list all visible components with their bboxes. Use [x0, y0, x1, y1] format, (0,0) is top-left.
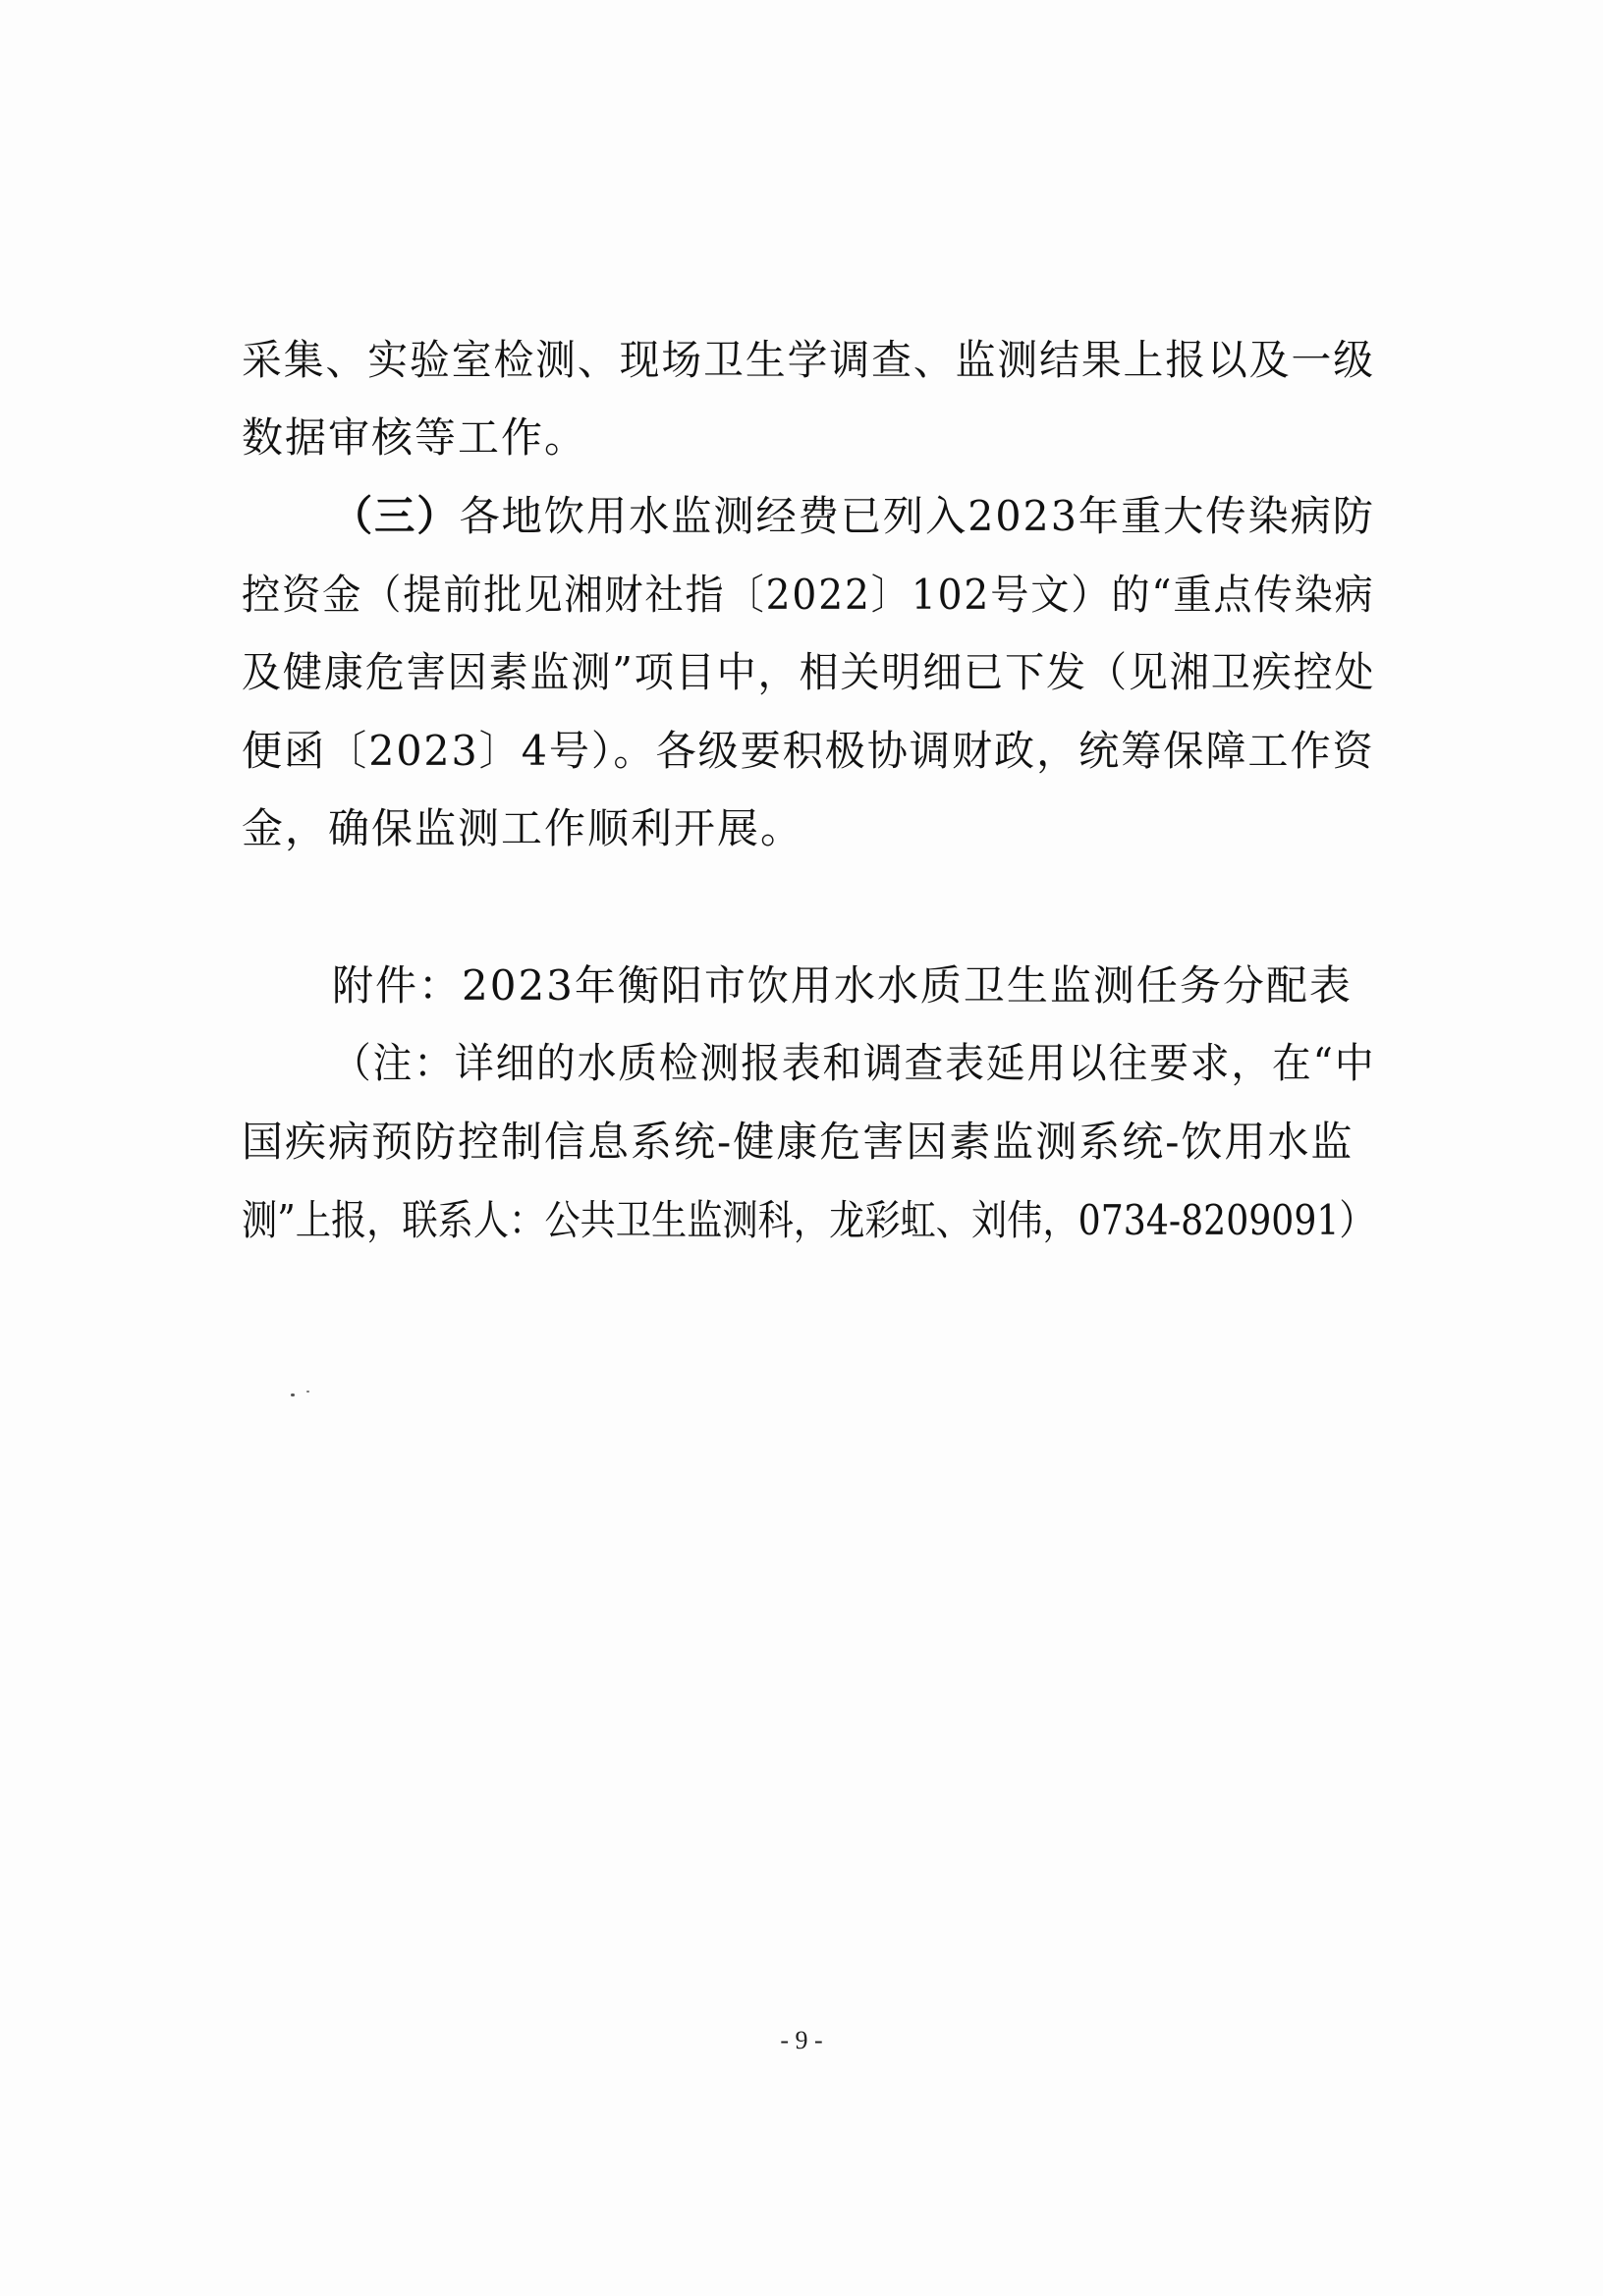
note-line-3: 测”上报，联系人：公共卫生监测科，龙彩虹、刘伟，0734-8209091） [242, 1196, 1375, 1244]
attachment-line: 附件：2023年衡阳市饮用水水质卫生监测任务分配表 [332, 961, 1353, 1010]
paragraph-2-line-2: 控资金（提前批见湘财社指〔2022〕102号文）的“重点传染病 [242, 571, 1375, 619]
scan-speck [291, 1394, 295, 1396]
paragraph-2-line-3: 及健康危害因素监测”项目中，相关明细已下发（见湘卫疾控处 [242, 648, 1376, 696]
paragraph-1-line-2: 数据审核等工作。 [242, 413, 588, 462]
paragraph-2-line-1-text: 各地饮用水监测经费已列入2023年重大传染病防 [459, 492, 1375, 540]
paragraph-2-line-5: 金，确保监测工作顺利开展。 [242, 804, 804, 852]
page-number: - 9 - [780, 2026, 823, 2054]
paragraph-2-line-1 [332, 487, 1375, 546]
section-marker: （三） [332, 492, 460, 540]
scan-speck [306, 1391, 309, 1393]
paragraph-2-line-4: 便函〔2023〕4号）。各级要积极协调财政，统筹保障工作资 [242, 727, 1375, 775]
paragraph-1-line-1: 采集、实验室检测、现场卫生学调查、监测结果上报以及一级 [242, 336, 1376, 384]
note-line-1: （注：详细的水质检测报表和调查表延用以往要求，在“中 [332, 1039, 1376, 1087]
note-line-2: 国疾病预防控制信息系统-健康危害因素监测系统-饮用水监 [242, 1118, 1354, 1166]
